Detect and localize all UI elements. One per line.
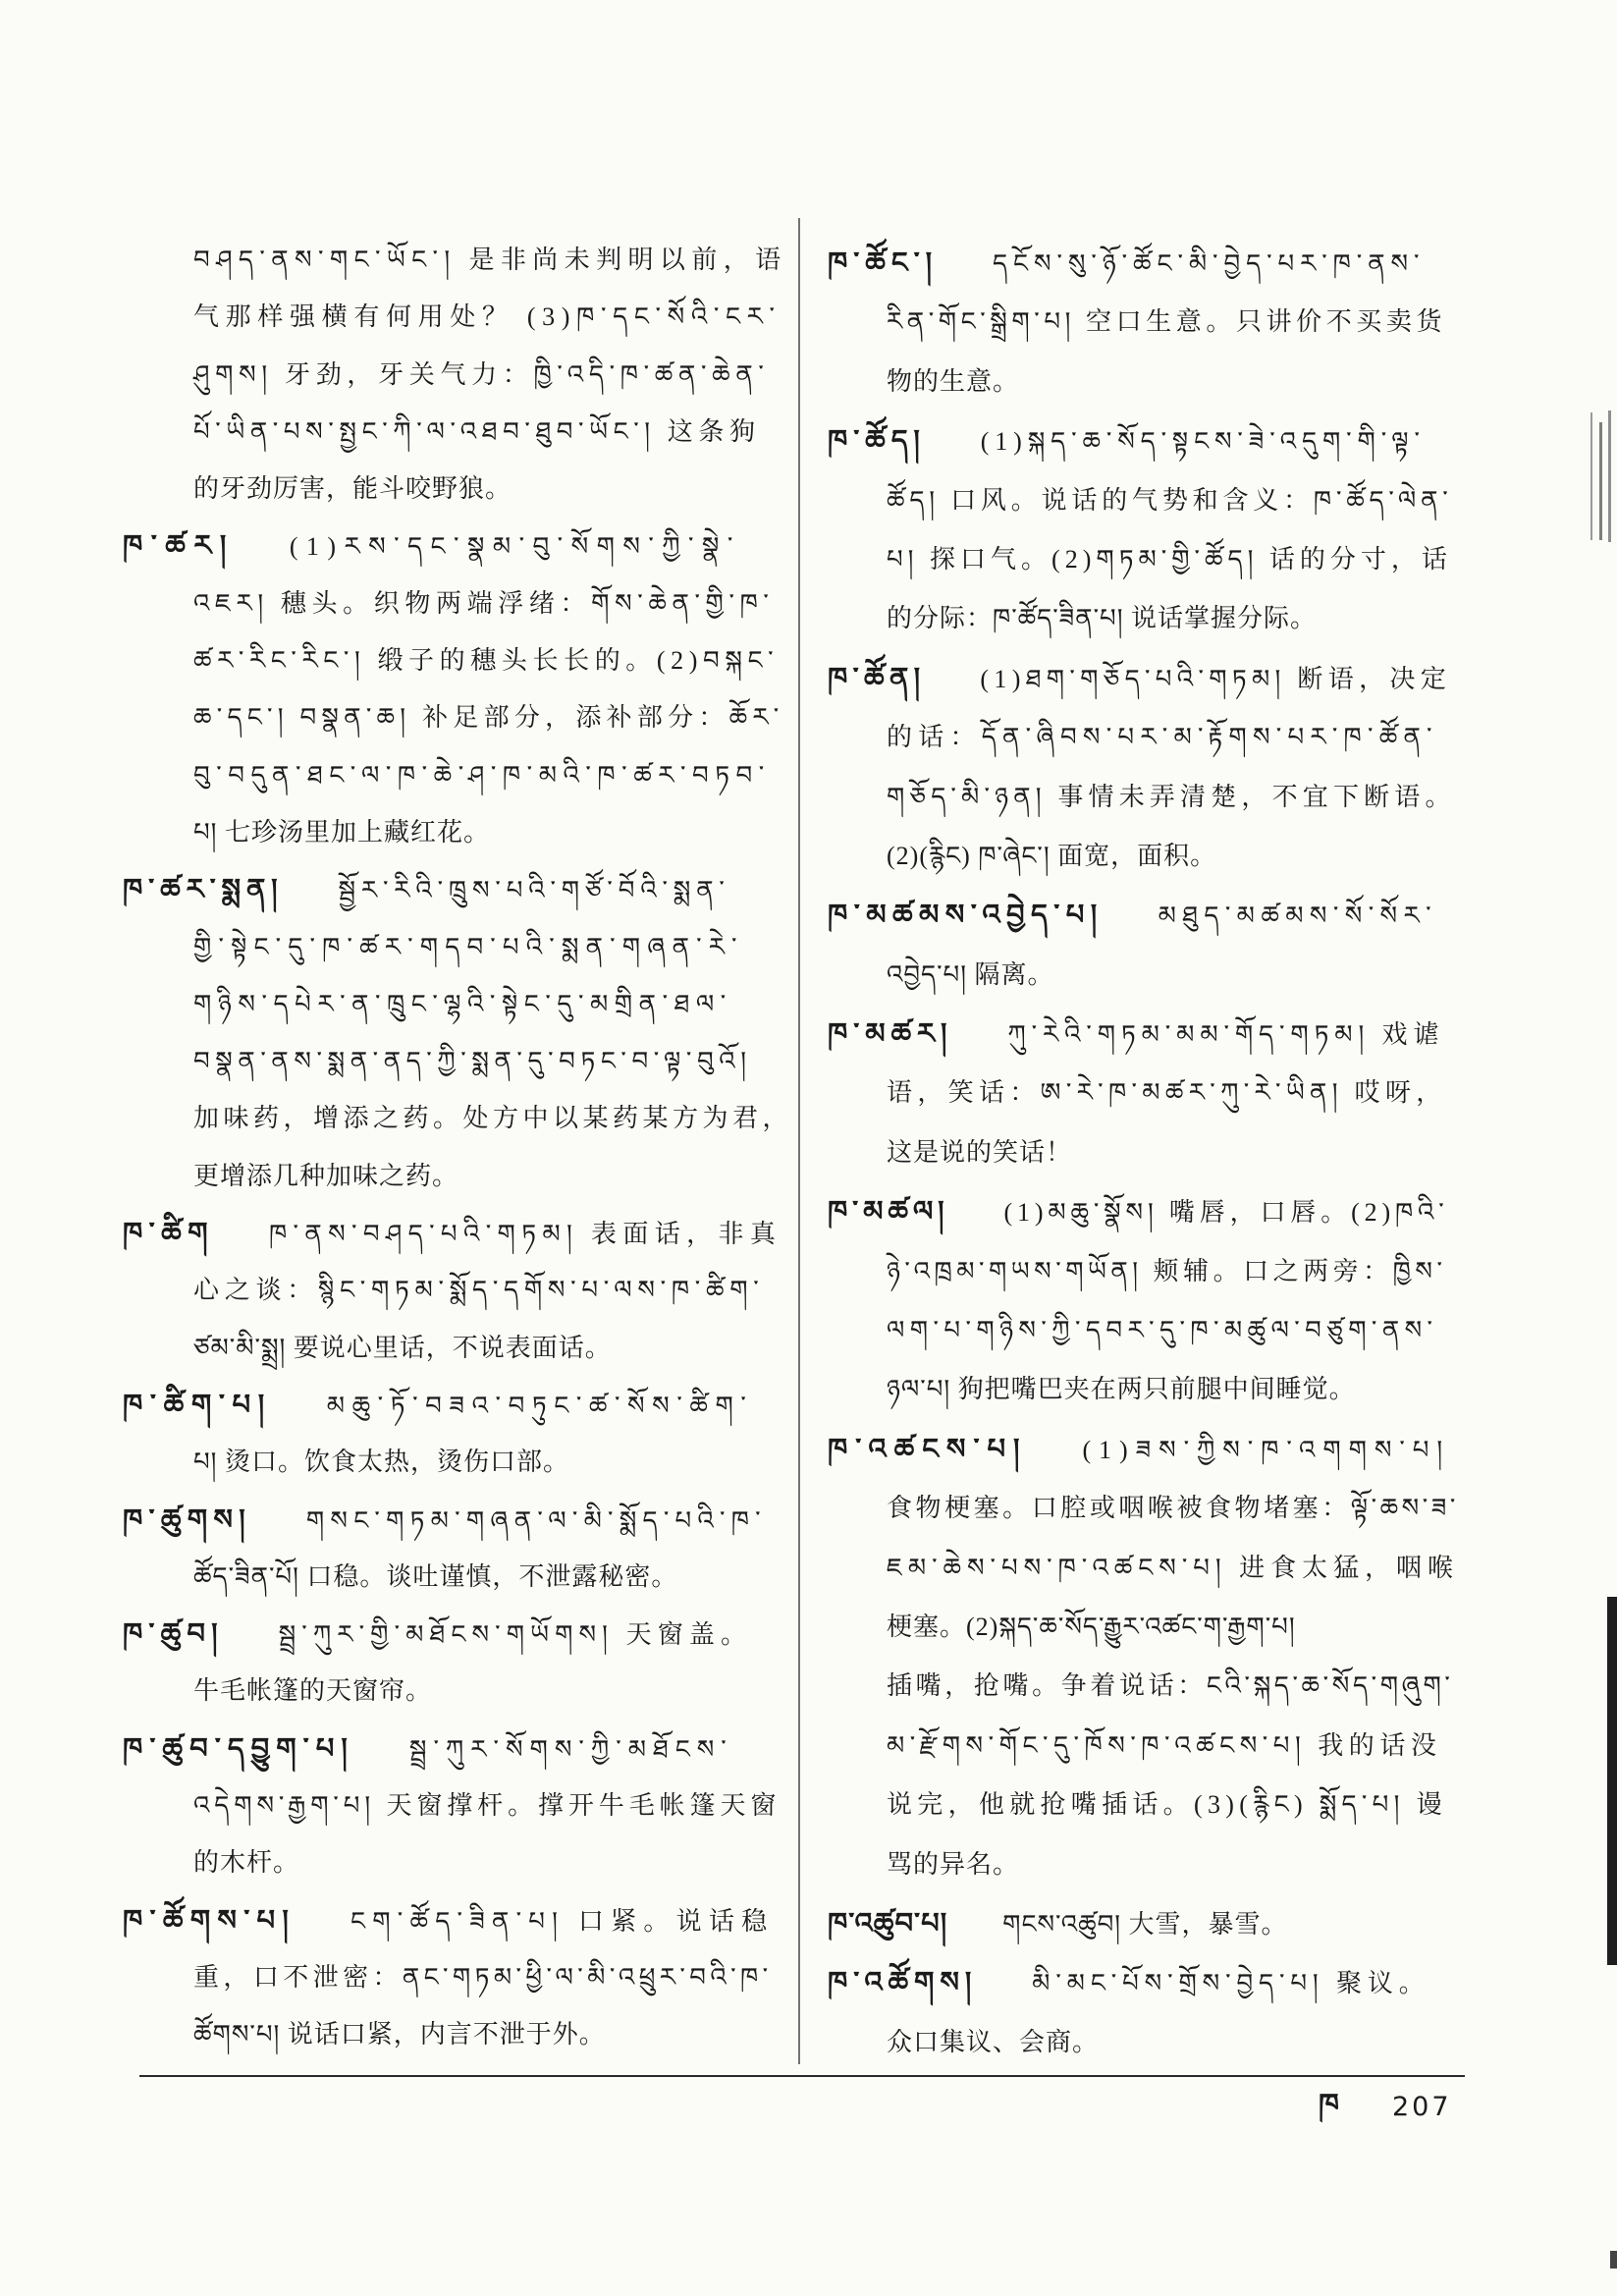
text-line: [123, 1549, 792, 1606]
entry-headword: ཁ་འཚངས་པ།: [828, 1433, 1028, 1465]
entry-line: [123, 1892, 792, 1949]
entry-line: [123, 1492, 792, 1549]
entry-headword: ཁ་འཚོགས།: [828, 1967, 978, 1999]
text-line: [828, 1835, 1464, 1894]
entry-headword: ཁ་ཚིག: [123, 1218, 214, 1250]
text-line: [828, 471, 1464, 530]
line-text: (1)ཟས་ཀྱིས་ཁ་འགགས་པ།: [1082, 1435, 1451, 1464]
entry-headword: ཁ་ཚར།: [123, 530, 235, 563]
text-line: [828, 1657, 1464, 1716]
line-text: 重，口不泄密：ནང་གཏམ་ཕྱི་ལ་མི་འཕྲུར་བའི་ཁ་: [193, 1962, 773, 1992]
line-text: པོ་ཡིན་པས་སྤྱང་ཀི་ལ་འཐབ་ཐུབ་ཡོང་། 这条狗: [193, 416, 761, 446]
scan-edge-artifact: [1607, 1597, 1617, 1965]
text-line: [123, 747, 792, 804]
line-text: མཐུད་མཚམས་སོ་སོར་: [1158, 902, 1437, 931]
text-line: [123, 575, 792, 632]
line-text: ཉེ་འཁྲམ་གཡས་གཡོན། 颊辅。口之两旁：ཁྱིས་: [887, 1256, 1447, 1285]
entry-headword: ཁ་ཚོན།: [828, 662, 926, 694]
line-text: 骂的异名。: [887, 1849, 1020, 1879]
text-line: [123, 232, 792, 289]
entry-line: [828, 649, 1464, 708]
line-text: (2)(རྙིང) ཁ་ཞེང་། 面宽，面积。: [887, 841, 1217, 870]
text-line: [123, 632, 792, 689]
line-text: ཚོད་ཟིན་པོ། 口稳。谈吐谨慎，不泄露秘密。: [193, 1561, 678, 1591]
text-line: [828, 530, 1464, 589]
entry-line: [828, 1953, 1464, 2012]
line-text: ཤུགས། 牙劲，牙关气力：ཁྱི་འདི་ཁ་ཚན་ཆེན་: [193, 359, 770, 389]
line-text: 更增添几种加味之药。: [193, 1161, 459, 1190]
text-line: [123, 1949, 792, 2006]
line-text: 众口集议、会商。: [887, 2027, 1100, 2056]
entry-line: [123, 861, 792, 918]
line-text: 的话：དོན་ཞིབས་པར་མ་རྟོགས་པར་ཁ་ཚོན་: [887, 723, 1438, 752]
line-text: ཀུ་རེའི་གཏམ་མམ་གོད་གཏམ། 戏谑: [1007, 1020, 1445, 1050]
line-text: ཚར་རིང་རིང་། 缎子的穗头长长的。(2)བསྐང་: [193, 646, 780, 676]
line-text: ངག་ཚོད་ཟིན་པ། 口紧。说话稳: [350, 1906, 775, 1936]
line-text: གསང་གཏམ་གཞན་ལ་མི་སྨོད་པའི་ཁ་: [305, 1505, 767, 1535]
entry-headword: ཁ་ཚུགས།: [123, 1503, 251, 1536]
entry-headword: ཁ་ཚུབ་དབྱུག་པ།: [123, 1732, 354, 1765]
text-line: [828, 827, 1464, 886]
page-number: 207: [1392, 2092, 1452, 2122]
entry-line: [123, 1721, 792, 1777]
line-text: 梗塞。(2)སྐད་ཆ་སོད་རྒྱུར་འཚང་ག་རྒྱག་པ།: [887, 1612, 1296, 1641]
line-text: 心之谈：སྙིང་གཏམ་སྨོད་དགོས་པ་ལས་ཁ་ཚིག་: [193, 1276, 765, 1305]
text-line: [828, 1717, 1464, 1776]
text-line: [828, 1301, 1464, 1360]
entry-headword: ཁ་ཚོགས་པ།: [123, 1904, 296, 1937]
text-line: [828, 1064, 1464, 1122]
line-text: གྱི་སྟེང་དུ་ཁ་ཚར་གདབ་པའི་སྨན་གཞན་རེ་: [193, 932, 744, 961]
line-text: བུ་བདུན་ཐང་ལ་ཁ་ཆེ་ཤ་ཁ་མའི་ཁ་ཚར་བཏབ་: [193, 760, 771, 790]
line-text: མི་མང་པོས་གྲོས་བྱེད་པ། 聚议。: [1032, 1969, 1430, 1998]
line-text: 插嘴，抢嘴。争着说话：ངའི་སྐད་ཆ་སོད་གཞུག་: [887, 1671, 1454, 1701]
entry-headword: ཁ་འཚུབ་པ།: [828, 1907, 948, 1940]
entry-line: [828, 886, 1464, 945]
line-text: འབྱེད་པ། 隔离。: [887, 959, 1054, 989]
line-text: པ། 探口气。(2)གཏམ་གྱི་ཚོད། 话的分寸，话: [887, 544, 1452, 574]
line-text: པ། 烫口。饮食太热，烫伤口部。: [193, 1448, 569, 1477]
line-text: ཁ་ནས་བཤད་པའི་གཏམ། 表面话，非真: [268, 1220, 782, 1249]
line-text: 物的生意。: [887, 366, 1020, 396]
column-divider: [798, 218, 800, 2064]
entry-line: [828, 1182, 1464, 1241]
text-line: [828, 2013, 1464, 2072]
text-line: [123, 461, 792, 518]
text-line: [828, 1776, 1464, 1834]
line-text: 的木杆。: [193, 1848, 300, 1878]
scan-edge-artifact: [1608, 410, 1611, 542]
entry-headword: ཁ་མཚར།: [828, 1018, 953, 1051]
line-text: འདེགས་རྒྱག་པ། 天窗撑杆。撑开牛毛帐篷天窗: [193, 1791, 782, 1821]
line-text: མ་རྫོགས་གོང་དུ་ཁོས་ཁ་འཚངས་པ། 我的话没: [887, 1730, 1442, 1760]
entry-headword: ཁ་མཚལ།: [828, 1196, 949, 1229]
line-text: 牛毛帐篷的天窗帘。: [193, 1676, 433, 1706]
text-line: [123, 689, 792, 746]
text-line: [123, 1148, 792, 1205]
entry-line: [123, 518, 792, 574]
line-text: གངས་འཚུབ། 大雪，暴雪。: [1002, 1909, 1288, 1939]
line-text: 气那样强横有何用处？ (3)ཁ་དང་སོའི་ངར་: [193, 302, 782, 332]
entry-headword: ཁ་ཚིག་པ།: [123, 1389, 272, 1421]
line-text: ཉལ་པ། 狗把嘴巴夹在两只前腿中间睡觉。: [887, 1375, 1356, 1404]
text-line: [828, 946, 1464, 1005]
text-line: [123, 1033, 792, 1090]
text-line: [123, 347, 792, 404]
line-text: ཚོགས་པ། 说话口紧，内言不泄于外。: [193, 2020, 606, 2050]
text-line: [828, 1242, 1464, 1301]
text-line: [123, 1434, 792, 1491]
text-line: [123, 289, 792, 346]
entry-headword: ཁ་ཚུབ།: [123, 1618, 224, 1651]
text-line: [123, 919, 792, 976]
text-line: [828, 708, 1464, 767]
line-text: སྦྲ་ཀུར་སོགས་ཀྱི་མཐོངས་: [408, 1734, 733, 1764]
entry-headword: ཁ་ཚར་སྨན།: [123, 874, 284, 906]
line-text: ཙམ་མི་སྨྲ། 要说心里话，不说表面话。: [193, 1333, 612, 1362]
text-line: [123, 1262, 792, 1319]
text-line: [828, 1479, 1464, 1538]
line-text: 的分际：ཁ་ཚོད་ཟིན་པ། 说话掌握分际。: [887, 604, 1318, 633]
text-line: [123, 976, 792, 1033]
text-line: [828, 1123, 1464, 1182]
text-line: [123, 1320, 792, 1377]
entry-headword: ཁ་ཚོང་།: [828, 247, 938, 279]
text-line: [123, 1090, 792, 1147]
entry-line: [828, 1894, 1464, 1953]
line-text: 说完，他就抢嘴插话。(3)(རྙིང) སྨོད་པ། 谩: [887, 1790, 1447, 1820]
line-text: བསྣན་ནས་སྨན་ནད་ཀྱི་སྨན་དུ་བཏང་བ་ལྟ་བུའོ།: [193, 1047, 752, 1076]
scan-edge-artifact: [1599, 422, 1602, 540]
line-text: ཇམ་ཆེས་པས་ཁ་འཚངས་པ། 进食太猛，咽喉: [887, 1553, 1460, 1582]
entry-headword: ཁ་ཚོད།: [828, 425, 926, 458]
running-header-letter: ཁ: [1319, 2089, 1339, 2121]
text-line: [123, 1777, 792, 1834]
line-text: རིན་གོང་སྒྲིག་པ། 空口生意。只讲价不买卖货: [887, 307, 1447, 337]
text-line: [828, 1598, 1464, 1657]
text-line: [828, 1539, 1464, 1598]
entry-line: [828, 411, 1464, 470]
entry-line: [828, 234, 1464, 293]
text-line: [123, 404, 792, 461]
entry-line: [123, 1205, 792, 1262]
line-text: གཉིས་དཔེར་ན་ཁྲུང་ལྷའི་སྟེང་དུ་མགྲིན་ཐལ་: [193, 989, 732, 1018]
text-line: [123, 2006, 792, 2063]
line-text: (1)མཆུ་སྣོས། 嘴唇，口唇。(2)ཁའི་: [1003, 1198, 1449, 1228]
line-text: འཇར། 穗头。织物两端浮绪：གོས་ཆེན་གྱི་ཁ་: [193, 588, 775, 618]
right-column: [828, 234, 1464, 2072]
entry-line: [123, 1377, 792, 1434]
entry-line: [828, 1420, 1464, 1479]
line-text: (1)རས་དང་སྣམ་བུ་སོགས་ཀྱི་སྣེ་: [289, 532, 741, 562]
text-line: [828, 768, 1464, 827]
line-text: དངོས་སུ་ཉོ་ཚོང་མི་བྱེད་པར་ཁ་ནས་: [993, 249, 1426, 278]
text-line: [123, 1834, 792, 1891]
left-column: [123, 232, 792, 2064]
entry-headword: ཁ་མཚམས་འབྱེད་པ།: [828, 900, 1104, 932]
line-text: 这是说的笑话！: [887, 1137, 1073, 1167]
footer-rule: [139, 2075, 1465, 2077]
text-line: [123, 1663, 792, 1720]
line-text: (1)ཐག་གཅོད་པའི་གཏམ། 断语，决定: [980, 664, 1452, 693]
entry-line: [828, 1005, 1464, 1064]
text-line: [828, 1360, 1464, 1419]
line-text: ལག་པ་གཉིས་ཀྱི་དབར་དུ་ཁ་མཚུལ་བཙུག་ནས་: [887, 1316, 1438, 1345]
line-text: གཅོད་མི་ཉན། 事情未弄清楚，不宜下断语。: [887, 782, 1456, 811]
line-text: པ། 七珍汤里加上藏红花。: [193, 817, 490, 847]
line-text: 食物梗塞。口腔或咽喉被食物堵塞：ལྟོ་ཆས་ཟ་: [887, 1494, 1459, 1523]
entry-line: [123, 1606, 792, 1663]
text-line: [828, 293, 1464, 352]
line-text: ཚོད། 口风。说话的气势和含义：ཁ་ཚོད་ལེན་: [887, 485, 1453, 515]
scan-edge-artifact: [1610, 2251, 1617, 2269]
line-text: མཆུ་ཏོ་བཟའ་བཏུང་ཚ་སོས་ཚིག་: [326, 1391, 754, 1420]
line-text: 语，笑话：ཨ་རེ་ཁ་མཚར་ཀུ་རེ་ཡིན། 哎呀，: [887, 1078, 1447, 1108]
line-text: 的牙劲厉害，能斗咬野狼。: [193, 474, 512, 504]
line-text: སྦྲ་ཀུར་གྱི་མཐོངས་གཡོགས། 天窗盖。: [278, 1620, 753, 1650]
text-line: [828, 589, 1464, 648]
line-text: བཤད་ནས་གང་ཡོང་། 是非尚未判明以前，语: [193, 246, 787, 274]
line-text: 加味药，增添之药。处方中以某药某方为君，: [193, 1104, 792, 1133]
line-text: ཆ་དང་། བསྣན་ཆ། 补足部分，添补部分：ཆོར་: [193, 703, 784, 733]
text-line: [828, 353, 1464, 411]
line-text: སྦྱོར་རིའི་ཁྲུས་པའི་གཙོ་བོའི་སྨན་: [338, 876, 730, 905]
text-line: [123, 804, 792, 861]
line-text: (1)སྐད་ཆ་སོད་སྟངས་ཟེ་འདུག་གི་ལྟ་: [980, 427, 1426, 457]
scan-edge-artifact: [1590, 412, 1592, 540]
